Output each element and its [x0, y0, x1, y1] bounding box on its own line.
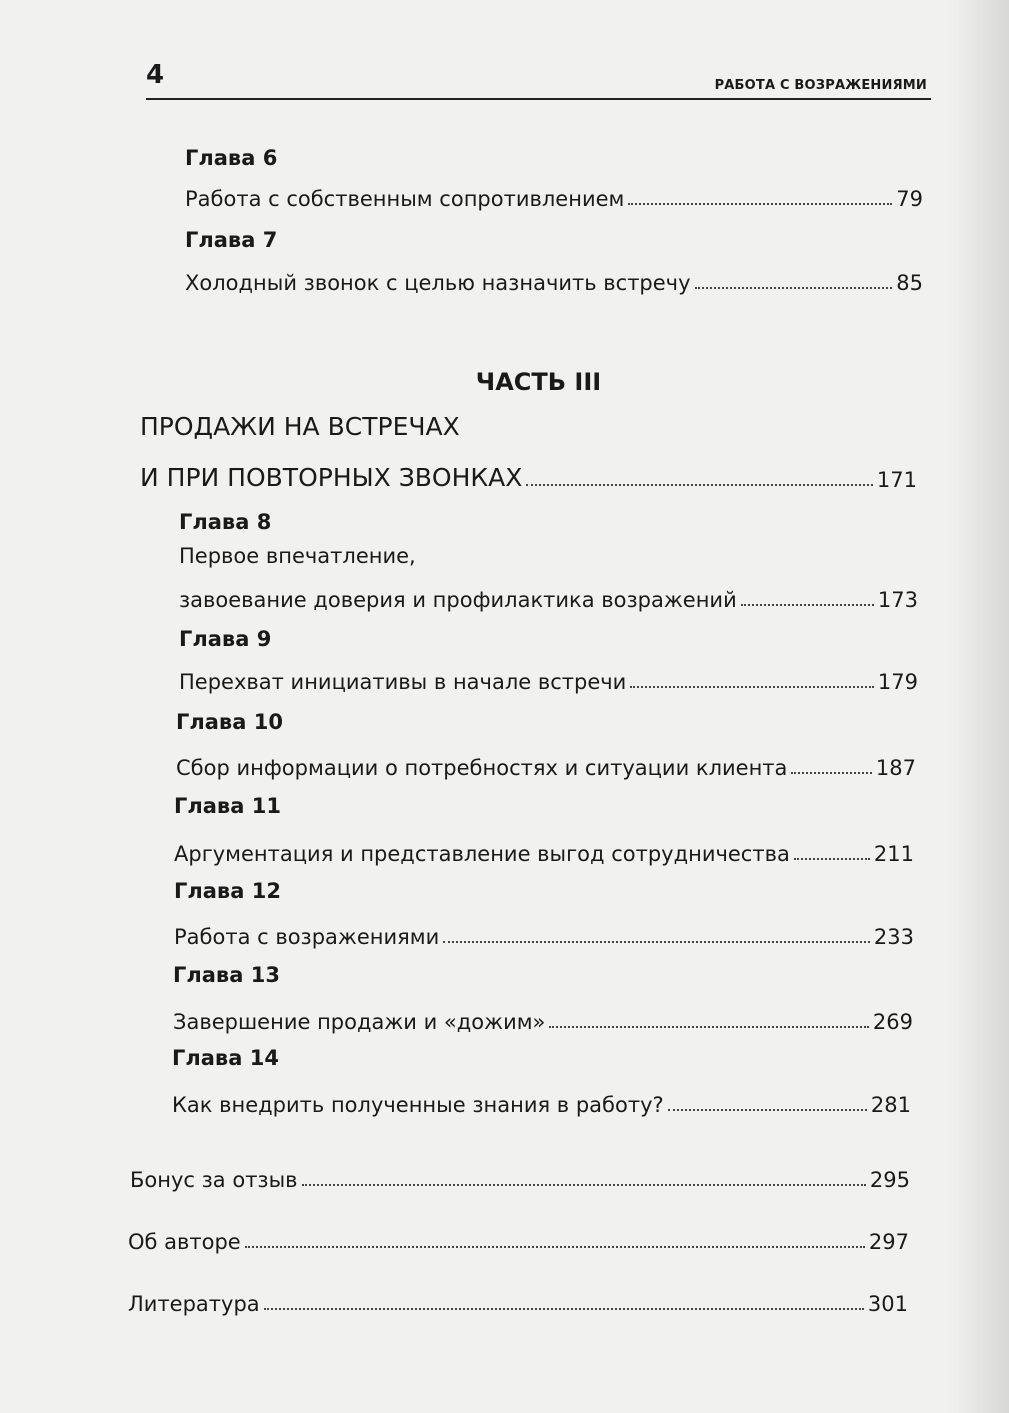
chapter-label-13: Глава 13 — [173, 963, 280, 987]
toc-entry-literature[interactable] — [128, 1286, 908, 1316]
toc-entry-chapter-8[interactable] — [179, 582, 918, 612]
dot-leader — [741, 604, 874, 606]
toc-entry-title: Сбор информации о потребностях и ситуации клиента — [176, 756, 788, 780]
toc-entry-part-3[interactable] — [140, 458, 917, 492]
dot-leader — [264, 1308, 864, 1310]
dot-leader — [791, 772, 872, 774]
toc-page-number: 179 — [877, 670, 918, 694]
part-title-line2: И ПРИ ПОВТОРНЫХ ЗВОНКАХ — [140, 463, 523, 492]
dot-leader — [245, 1246, 865, 1248]
dot-leader — [302, 1184, 866, 1186]
toc-page-number: 79 — [896, 187, 923, 211]
dot-leader — [526, 484, 873, 486]
toc-entry-title: Перехват инициативы в начале встречи — [179, 670, 627, 694]
dot-leader — [794, 858, 870, 860]
dot-leader — [695, 287, 893, 289]
toc-entry-title: Аргументация и представление выгод сотрудничества — [174, 842, 790, 866]
toc-page-number: 281 — [870, 1093, 911, 1117]
toc-entry-title: Литература — [128, 1292, 260, 1316]
chapter-label-14: Глава 14 — [172, 1046, 279, 1070]
chapter-label-11: Глава 11 — [174, 794, 281, 818]
toc-entry-title: Работа с собственным сопротивлением — [185, 187, 625, 211]
toc-entry-title: завоевание доверия и профилактика возражений — [179, 588, 737, 612]
toc-entry-title: Как внедрить полученные знания в работу? — [172, 1093, 664, 1117]
part-title-line1: ПРОДАЖИ НА ВСТРЕЧАХ — [140, 412, 460, 441]
toc-entry-about-author[interactable] — [128, 1224, 909, 1254]
chapter-label-12: Глава 12 — [174, 879, 281, 903]
page-header — [146, 58, 931, 100]
page-number: 4 — [146, 60, 165, 90]
toc-entry-chapter-13[interactable] — [173, 1004, 913, 1034]
toc-entry-chapter-10[interactable] — [176, 750, 916, 780]
chapter-label-6: Глава 6 — [185, 146, 278, 170]
toc-entry-chapter-14[interactable] — [172, 1087, 911, 1117]
toc-page-number: 297 — [868, 1230, 909, 1254]
chapter-label-10: Глава 10 — [176, 710, 283, 734]
page-edge-shadow — [949, 0, 1009, 1413]
toc-entry-title: Об авторе — [128, 1230, 241, 1254]
toc-page-number: 211 — [873, 842, 914, 866]
dot-leader — [549, 1026, 869, 1028]
toc-entry-chapter-12[interactable] — [174, 919, 914, 949]
toc-page-number: 171 — [876, 468, 917, 492]
toc-page-number: 233 — [873, 925, 914, 949]
toc-entry-chapter-11[interactable] — [174, 836, 914, 866]
toc-entry-title: Работа с возражениями — [174, 925, 440, 949]
toc-page-number: 269 — [872, 1010, 913, 1034]
chapter-label-7: Глава 7 — [185, 228, 278, 252]
dot-leader — [443, 941, 870, 943]
toc-page-number: 187 — [875, 756, 916, 780]
toc-page-number: 301 — [867, 1292, 908, 1316]
toc-entry-title: Холодный звонок с целью назначить встречу — [185, 271, 691, 295]
dot-leader — [628, 203, 892, 205]
toc-page-number: 295 — [869, 1168, 910, 1192]
toc-page-number: 173 — [877, 588, 918, 612]
running-title: РАБОТА С ВОЗРАЖЕНИЯМИ — [714, 78, 927, 93]
dot-leader — [668, 1109, 867, 1111]
toc-entry-chapter-9[interactable] — [179, 664, 918, 694]
dot-leader — [630, 686, 874, 688]
toc-page-number: 85 — [896, 271, 923, 295]
toc-entry-title: Бонус за отзыв — [130, 1168, 298, 1192]
toc-entry-title-line1: Первое впечатление, — [179, 544, 416, 568]
toc-entry-chapter-7[interactable] — [185, 265, 923, 295]
toc-entry-bonus[interactable] — [130, 1162, 910, 1192]
toc-entry-title: Завершение продажи и «дожим» — [173, 1010, 546, 1034]
chapter-label-9: Глава 9 — [179, 627, 272, 651]
part-heading: ЧАСТЬ III — [475, 368, 602, 396]
chapter-label-8: Глава 8 — [179, 510, 272, 534]
toc-entry-chapter-6[interactable] — [185, 181, 923, 211]
